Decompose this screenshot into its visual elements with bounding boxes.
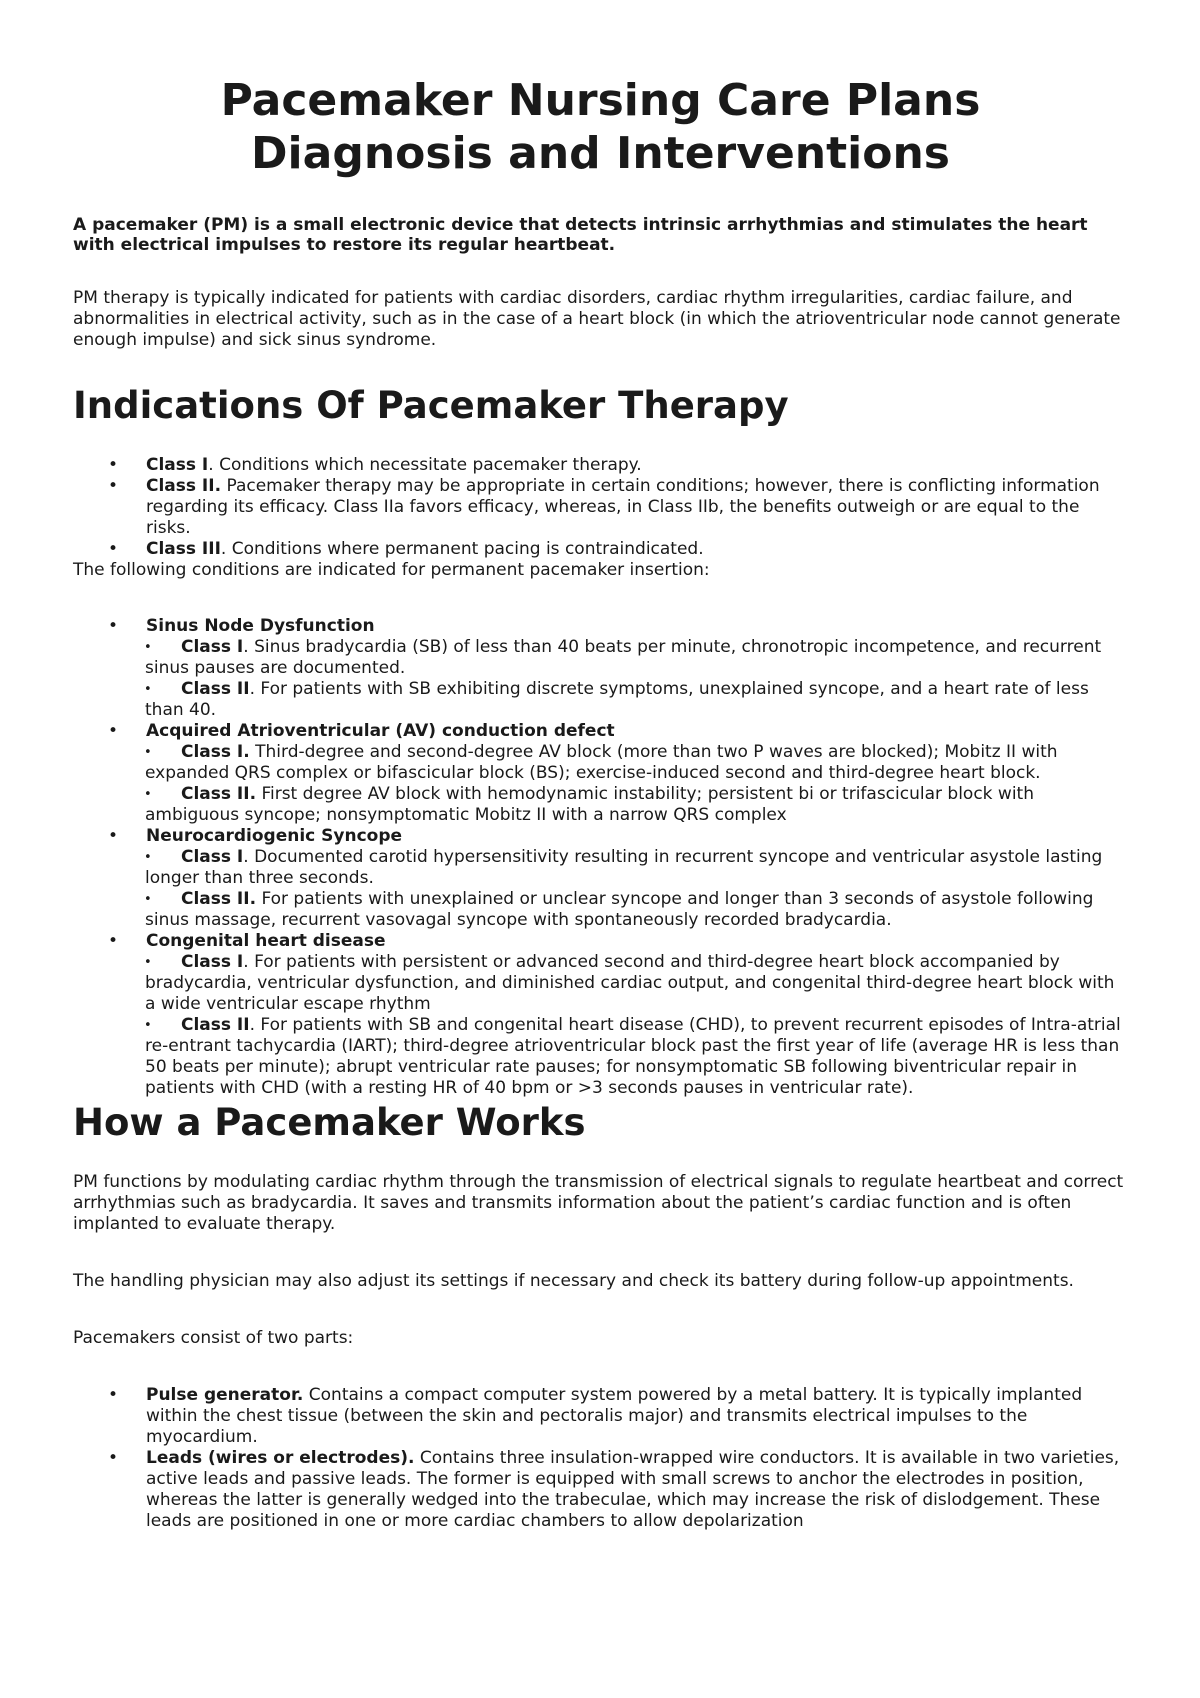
list-item bbox=[73, 455, 1128, 476]
title-line-2: Diagnosis and Interventions bbox=[251, 128, 950, 179]
lead-paragraph: A pacemaker (PM) is a small electronic device that detects intrinsic arrhythmias and stimulates the heart with electrical impulses to restore its regular heartbeat. bbox=[73, 215, 1088, 255]
sub-list-item bbox=[145, 637, 1128, 679]
class-label: Class II. bbox=[181, 889, 257, 909]
class-text: . Sinus bradycardia (SB) of less than 40 beats per minute, chronotropic incompetence, and recurrent sinus pauses are documented. bbox=[145, 637, 1102, 678]
sub-list-item bbox=[145, 1015, 1128, 1099]
class-text: . For patients with persistent or advanced second and third-degree heart block accompanied by bradycardia, ventricular dysfunction, and diminished cardiac output, and congenital third-degree heart block with a wide ventricular escape rhythm bbox=[145, 952, 1115, 1014]
parts-list bbox=[73, 1385, 1128, 1532]
sub-list-item bbox=[145, 952, 1128, 1015]
how-heading: How a Pacemaker Works bbox=[73, 1101, 586, 1144]
intro-paragraph: PM therapy is typically indicated for patients with cardiac disorders, cardiac rhythm irregularities, cardiac failure, and abnormalities in electrical activity, such as in the case of a heart block (in which the atrioventricular node cannot generate enough impulse) and sick sinus syndrome. bbox=[73, 288, 1121, 350]
class-text: . Conditions which necessitate pacemaker therapy. bbox=[208, 455, 642, 475]
list-item bbox=[73, 539, 1128, 560]
how-paragraph-2: The handling physician may also adjust its settings if necessary and check its battery during follow-up appointments. bbox=[73, 1271, 1074, 1291]
class-list bbox=[73, 455, 1128, 560]
class-label: Class I bbox=[146, 455, 209, 475]
condition-name: Acquired Atrioventricular (AV) conduction defect bbox=[146, 721, 615, 741]
part-label: Pulse generator. bbox=[146, 1385, 304, 1405]
class-label: Class I bbox=[181, 637, 244, 657]
class-label: Class I bbox=[181, 847, 244, 867]
part-label: Leads (wires or electrodes). bbox=[146, 1448, 415, 1468]
class-label: Class I. bbox=[181, 742, 250, 762]
condition-item bbox=[73, 616, 1128, 721]
how-paragraph-1: PM functions by modulating cardiac rhythm through the transmission of electrical signals to regulate heartbeat and correct arrhythmias such as bradycardia. It saves and transmits information about the patient’s cardiac function and is often implanted to evaluate therapy. bbox=[73, 1172, 1124, 1234]
list-item bbox=[73, 476, 1128, 539]
how-paragraph-3: Pacemakers consist of two parts: bbox=[73, 1328, 354, 1348]
class-label: Class II bbox=[181, 679, 250, 699]
indications-heading: Indications Of Pacemaker Therapy bbox=[73, 384, 789, 427]
part-text: Contains three insulation-wrapped wire conductors. It is available in two varieties, active leads and passive leads. The former is equipped with small screws to anchor the electrodes in position, whereas the latter is generally wedged into the trabeculae, which may increase the risk of dislodgement. These leads are positioned in one or more cardiac chambers to allow depolarization bbox=[146, 1448, 1120, 1531]
class-text: . For patients with SB exhibiting discrete symptoms, unexplained syncope, and a heart rate of less than 40. bbox=[145, 679, 1089, 720]
condition-item bbox=[73, 826, 1128, 931]
following-paragraph: The following conditions are indicated for permanent pacemaker insertion: bbox=[73, 560, 710, 580]
condition-item bbox=[73, 931, 1128, 1099]
class-text: . Documented carotid hypersensitivity resulting in recurrent syncope and ventricular asystole lasting longer than three seconds. bbox=[145, 847, 1103, 888]
condition-name: Neurocardiogenic Syncope bbox=[146, 826, 403, 846]
sub-list-item bbox=[145, 742, 1128, 784]
condition-name: Congenital heart disease bbox=[146, 931, 386, 951]
sub-list-item bbox=[145, 679, 1128, 721]
condition-item bbox=[73, 721, 1128, 826]
class-text: For patients with unexplained or unclear syncope and longer than 3 seconds of asystole following sinus massage, recurrent vasovagal syncope with spontaneously recorded bradycardia. bbox=[145, 889, 1094, 930]
class-label: Class II. bbox=[146, 476, 222, 496]
list-item bbox=[73, 1385, 1128, 1448]
class-text: . For patients with SB and congenital heart disease (CHD), to prevent recurrent episodes of Intra-atrial re-entrant tachycardia (IART); third-degree atrioventricular block past the first year of life (average HR is less than 50 beats per minute); abrupt ventricular rate pauses; for nonsymptomatic SB following biventricular repair in patients with CHD (with a resting HR of 40 bpm or >3 seconds pauses in ventricular rate). bbox=[145, 1015, 1121, 1098]
part-text: Contains a compact computer system powered by a metal battery. It is typically implanted within the chest tissue (between the skin and pectoralis major) and transmits electrical impulses to the myocardium. bbox=[146, 1385, 1083, 1447]
class-text: Third-degree and second-degree AV block (more than two P waves are blocked); Mobitz II with expanded QRS complex or bifascicular block (BS); exercise-induced second and third-degree heart block. bbox=[145, 742, 1058, 783]
class-text: . Conditions where permanent pacing is contraindicated. bbox=[220, 539, 704, 559]
condition-name: Sinus Node Dysfunction bbox=[146, 616, 375, 636]
class-label: Class I bbox=[181, 952, 244, 972]
class-label: Class II. bbox=[181, 784, 257, 804]
page-title bbox=[73, 0, 1128, 180]
class-text: First degree AV block with hemodynamic instability; persistent bi or trifascicular block with ambiguous syncope; nonsymptomatic Mobitz II with a narrow QRS complex bbox=[145, 784, 1034, 825]
class-label: Class II bbox=[181, 1015, 250, 1035]
condition-sublist bbox=[109, 847, 1128, 931]
sub-list-item bbox=[145, 847, 1128, 889]
sub-list-item bbox=[145, 784, 1128, 826]
conditions-list bbox=[73, 616, 1128, 1099]
title-line-1: Pacemaker Nursing Care Plans bbox=[220, 75, 981, 126]
condition-sublist bbox=[109, 952, 1128, 1099]
condition-sublist bbox=[109, 742, 1128, 826]
sub-list-item bbox=[145, 889, 1128, 931]
class-label: Class III bbox=[146, 539, 221, 559]
class-text: Pacemaker therapy may be appropriate in certain conditions; however, there is conflicting information regarding its efficacy. Class IIa favors efficacy, whereas, in Class IIb, the benefits outweigh or are equal to the risks. bbox=[146, 476, 1100, 538]
list-item bbox=[73, 1448, 1128, 1532]
condition-sublist bbox=[109, 637, 1128, 721]
